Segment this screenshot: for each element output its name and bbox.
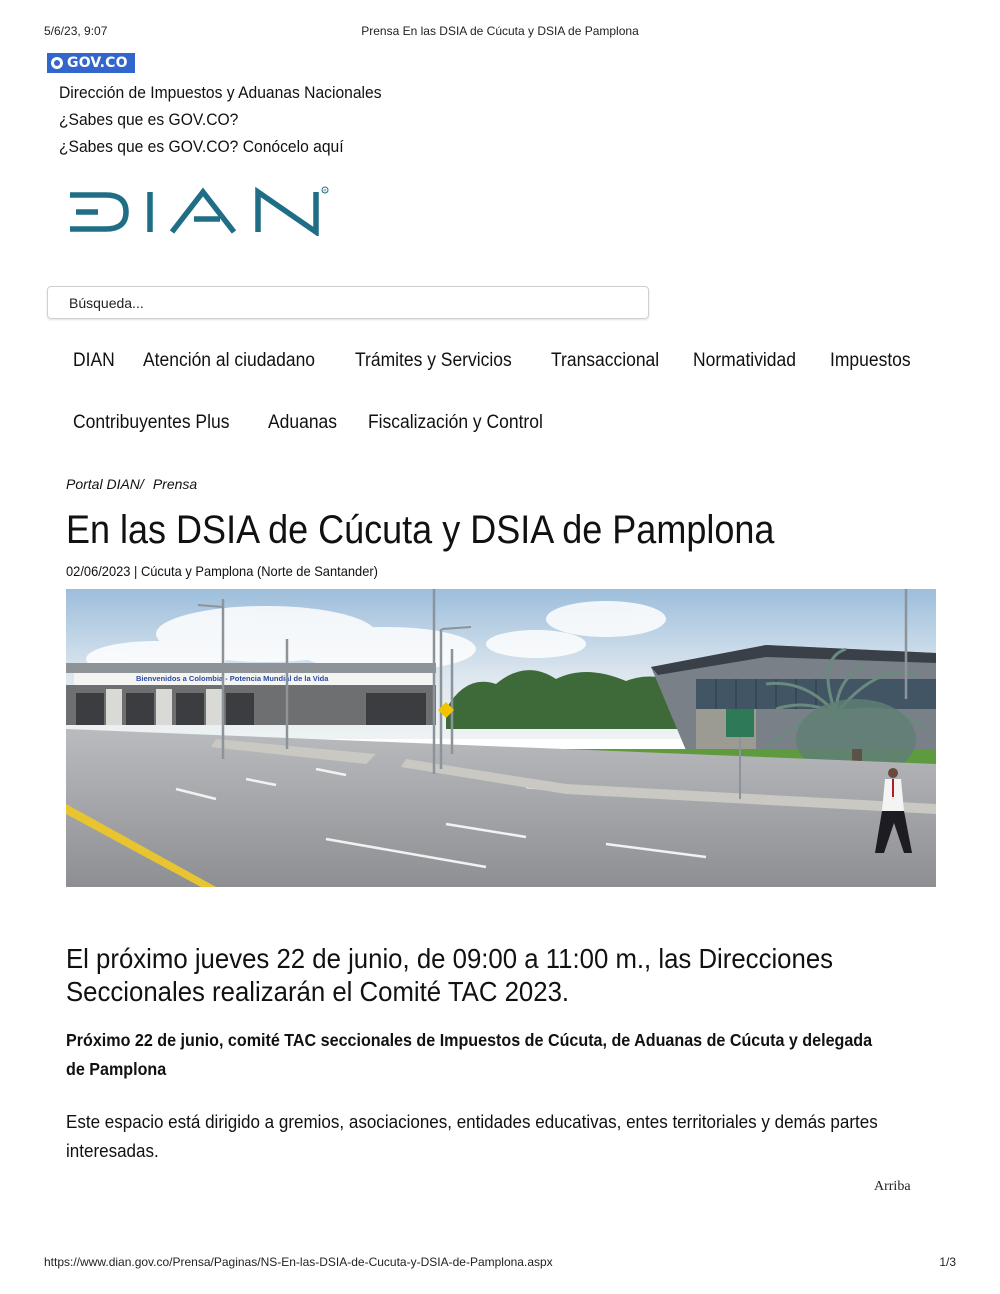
- govco-logo[interactable]: [47, 53, 135, 73]
- entity-name: Dirección de Impuestos y Aduanas Nacionales: [59, 83, 382, 102]
- breadcrumb: [66, 476, 197, 492]
- colombia-shield-icon: [51, 57, 63, 69]
- gov-info-links: [59, 79, 410, 160]
- article-title: En las DSIA de Cúcuta y DSIA de Pamplona: [66, 508, 775, 552]
- print-date: 5/6/23, 9:07: [44, 24, 108, 38]
- breadcrumb-portal-dian[interactable]: Portal DIAN/: [66, 476, 144, 492]
- welcome-banner-text: Bienvenidos a Colombia - Potencia Mundial de la Vida: [136, 674, 329, 683]
- nav-item-fiscalizacion-control[interactable]: Fiscalización y Control: [368, 412, 543, 433]
- border-crossing-photo: [66, 589, 936, 887]
- nav-item-contribuyentes-plus[interactable]: Contribuyentes Plus: [73, 412, 230, 433]
- print-document-title: Prensa En las DSIA de Cúcuta y DSIA de Pamplona: [361, 24, 639, 38]
- nav-item-aduanas[interactable]: Aduanas: [268, 412, 338, 433]
- print-page-number: 1/3: [939, 1255, 956, 1269]
- nav-item-dian[interactable]: DIAN: [73, 350, 115, 371]
- govco-question-link[interactable]: ¿Sabes que es GOV.CO?: [59, 110, 239, 129]
- dian-logo-mark: [68, 186, 332, 236]
- svg-text:R: R: [323, 187, 327, 193]
- breadcrumb-prensa[interactable]: Prensa: [152, 476, 198, 492]
- print-url: https://www.dian.gov.co/Prensa/Paginas/NS-En-las-DSIA-de-Cucuta-y-DSIA-de-Pamplona.aspx: [44, 1255, 553, 1269]
- nav-item-tramites-servicios[interactable]: Trámites y Servicios: [355, 350, 513, 371]
- print-footer: [44, 1255, 956, 1271]
- dian-logo[interactable]: [68, 186, 332, 236]
- search-input[interactable]: [48, 287, 648, 318]
- nav-item-impuestos[interactable]: Impuestos: [830, 350, 911, 371]
- nav-item-normatividad[interactable]: Normatividad: [693, 350, 797, 371]
- govco-logo-text: GOV.CO: [67, 55, 128, 71]
- nav-item-transaccional[interactable]: Transaccional: [550, 350, 659, 371]
- main-nav-row-1: [73, 350, 943, 372]
- article-body: Este espacio está dirigido a gremios, asociaciones, entidades educativas, entes territoriales y demás partes interesadas.: [66, 1111, 878, 1161]
- govco-learn-more-link[interactable]: ¿Sabes que es GOV.CO? Conócelo aquí: [59, 137, 344, 156]
- main-nav-row-2: [73, 412, 583, 434]
- article-subhead: Próximo 22 de junio, comité TAC seccionales de Impuestos de Cúcuta, de Aduanas de Cúcuta y delegada de Pamplona: [66, 1030, 873, 1079]
- article-hero-image: [66, 589, 936, 887]
- search-box[interactable]: [47, 286, 649, 319]
- article-meta: 02/06/2023 | Cúcuta y Pamplona (Norte de Santander): [66, 563, 378, 579]
- print-header: [44, 24, 956, 40]
- nav-item-atencion-ciudadano[interactable]: Atención al ciudadano: [143, 350, 316, 371]
- article-lead: El próximo jueves 22 de junio, de 09:00 a 11:00 m., las Direcciones Seccionales realizarán el Comité TAC 2023.: [66, 943, 834, 1007]
- back-to-top-link[interactable]: Arriba: [874, 1179, 911, 1194]
